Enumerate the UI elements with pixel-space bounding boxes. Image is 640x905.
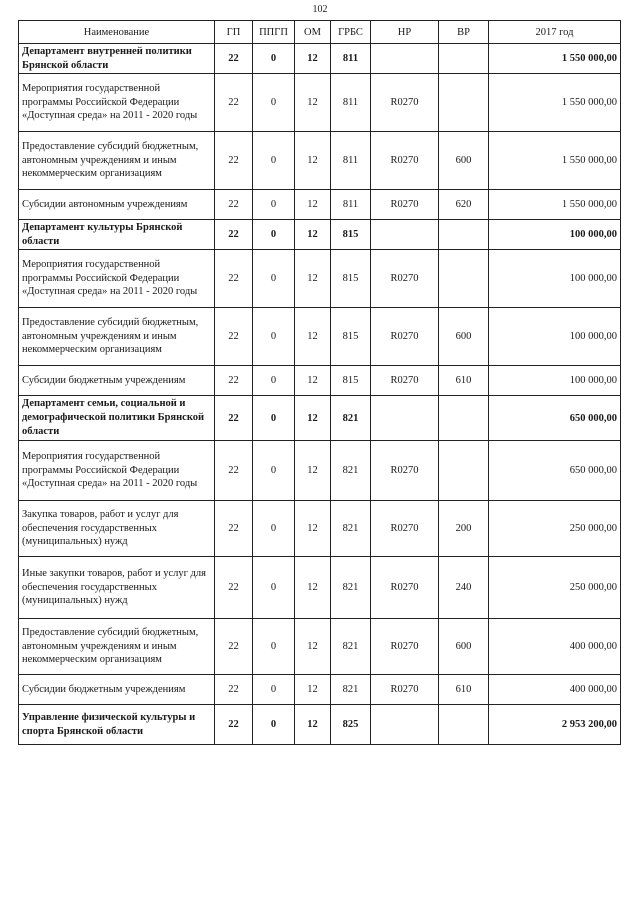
row-amount: 650 000,00	[489, 396, 621, 441]
row-vr: 600	[439, 308, 489, 366]
row-ppgp: 0	[253, 190, 295, 220]
table-row	[19, 619, 621, 675]
row-vr: 600	[439, 619, 489, 675]
row-gp: 22	[215, 501, 253, 557]
row-om: 12	[295, 396, 331, 441]
row-amount: 1 550 000,00	[489, 74, 621, 132]
header-year: 2017 год	[489, 21, 621, 44]
row-amount: 650 000,00	[489, 441, 621, 501]
row-name: Мероприятия государственной программы Российской Федерации «Доступная среда» на 2011 - 2020 годы	[19, 74, 215, 132]
row-grbs: 815	[331, 308, 371, 366]
row-gp: 22	[215, 220, 253, 250]
header-om: ОМ	[295, 21, 331, 44]
row-om: 12	[295, 501, 331, 557]
row-vr	[439, 220, 489, 250]
row-vr	[439, 74, 489, 132]
table-row	[19, 308, 621, 366]
row-amount: 100 000,00	[489, 220, 621, 250]
row-name: Закупка товаров, работ и услуг для обеспечения государственных (муниципальных) нужд	[19, 501, 215, 557]
budget-table	[18, 20, 621, 745]
row-amount: 2 953 200,00	[489, 705, 621, 745]
row-grbs: 825	[331, 705, 371, 745]
row-om: 12	[295, 44, 331, 74]
row-ppgp: 0	[253, 705, 295, 745]
row-om: 12	[295, 132, 331, 190]
row-name: Предоставление субсидий бюджетным, автономным учреждениям и иным некоммерческим организациям	[19, 308, 215, 366]
row-nr: R0270	[371, 366, 439, 396]
row-amount: 1 550 000,00	[489, 190, 621, 220]
row-ppgp: 0	[253, 557, 295, 619]
row-om: 12	[295, 675, 331, 705]
header-row	[19, 21, 621, 44]
row-om: 12	[295, 74, 331, 132]
table-row	[19, 396, 621, 441]
row-grbs: 815	[331, 220, 371, 250]
row-ppgp: 0	[253, 132, 295, 190]
row-amount: 250 000,00	[489, 557, 621, 619]
row-om: 12	[295, 190, 331, 220]
row-amount: 100 000,00	[489, 366, 621, 396]
row-nr: R0270	[371, 675, 439, 705]
row-nr: R0270	[371, 501, 439, 557]
row-name: Субсидии бюджетным учреждениям	[19, 366, 215, 396]
row-grbs: 821	[331, 501, 371, 557]
row-name: Департамент внутренней политики Брянской области	[19, 44, 215, 74]
table-row	[19, 675, 621, 705]
row-grbs: 811	[331, 44, 371, 74]
row-vr	[439, 396, 489, 441]
row-ppgp: 0	[253, 396, 295, 441]
row-amount: 1 550 000,00	[489, 44, 621, 74]
row-nr: R0270	[371, 250, 439, 308]
row-ppgp: 0	[253, 308, 295, 366]
row-name: Субсидии бюджетным учреждениям	[19, 675, 215, 705]
row-om: 12	[295, 250, 331, 308]
table-row	[19, 441, 621, 501]
row-vr	[439, 441, 489, 501]
table-row	[19, 44, 621, 74]
row-grbs: 811	[331, 190, 371, 220]
row-grbs: 811	[331, 132, 371, 190]
row-vr: 610	[439, 675, 489, 705]
row-gp: 22	[215, 675, 253, 705]
row-gp: 22	[215, 619, 253, 675]
row-ppgp: 0	[253, 44, 295, 74]
row-vr: 240	[439, 557, 489, 619]
page-number: 102	[312, 4, 328, 15]
row-name: Субсидии автономным учреждениям	[19, 190, 215, 220]
row-amount: 100 000,00	[489, 308, 621, 366]
row-amount: 400 000,00	[489, 675, 621, 705]
row-nr	[371, 44, 439, 74]
row-name: Иные закупки товаров, работ и услуг для обеспечения государственных (муниципальных) нужд	[19, 557, 215, 619]
row-grbs: 821	[331, 557, 371, 619]
row-gp: 22	[215, 308, 253, 366]
row-grbs: 811	[331, 74, 371, 132]
row-nr: R0270	[371, 190, 439, 220]
table-row	[19, 220, 621, 250]
row-name: Предоставление субсидий бюджетным, автономным учреждениям и иным некоммерческим организациям	[19, 132, 215, 190]
row-om: 12	[295, 557, 331, 619]
row-vr: 620	[439, 190, 489, 220]
row-gp: 22	[215, 441, 253, 501]
table-row	[19, 250, 621, 308]
row-grbs: 815	[331, 250, 371, 308]
row-gp: 22	[215, 396, 253, 441]
row-name: Предоставление субсидий бюджетным, автономным учреждениям и иным некоммерческим организациям	[19, 619, 215, 675]
table-row	[19, 705, 621, 745]
row-grbs: 815	[331, 366, 371, 396]
row-om: 12	[295, 619, 331, 675]
row-name: Мероприятия государственной программы Российской Федерации «Доступная среда» на 2011 - 2020 годы	[19, 441, 215, 501]
row-om: 12	[295, 441, 331, 501]
row-nr	[371, 705, 439, 745]
table-row	[19, 74, 621, 132]
row-amount: 250 000,00	[489, 501, 621, 557]
row-ppgp: 0	[253, 220, 295, 250]
row-ppgp: 0	[253, 366, 295, 396]
row-vr: 600	[439, 132, 489, 190]
row-name: Департамент культуры Брянской области	[19, 220, 215, 250]
row-grbs: 821	[331, 441, 371, 501]
header-nr: НР	[371, 21, 439, 44]
row-name: Мероприятия государственной программы Российской Федерации «Доступная среда» на 2011 - 2020 годы	[19, 250, 215, 308]
row-name: Управление физической культуры и спорта Брянской области	[19, 705, 215, 745]
row-gp: 22	[215, 132, 253, 190]
table-row	[19, 501, 621, 557]
row-om: 12	[295, 705, 331, 745]
row-ppgp: 0	[253, 501, 295, 557]
table-row	[19, 557, 621, 619]
row-nr	[371, 396, 439, 441]
row-grbs: 821	[331, 396, 371, 441]
row-gp: 22	[215, 557, 253, 619]
row-grbs: 821	[331, 675, 371, 705]
row-nr: R0270	[371, 557, 439, 619]
table-row	[19, 190, 621, 220]
row-gp: 22	[215, 44, 253, 74]
row-grbs: 821	[331, 619, 371, 675]
header-grbs: ГРБС	[331, 21, 371, 44]
row-gp: 22	[215, 250, 253, 308]
row-nr: R0270	[371, 132, 439, 190]
row-nr: R0270	[371, 441, 439, 501]
table-row	[19, 132, 621, 190]
row-gp: 22	[215, 366, 253, 396]
row-amount: 100 000,00	[489, 250, 621, 308]
row-om: 12	[295, 220, 331, 250]
row-om: 12	[295, 366, 331, 396]
row-nr: R0270	[371, 74, 439, 132]
row-vr: 610	[439, 366, 489, 396]
row-om: 12	[295, 308, 331, 366]
row-gp: 22	[215, 705, 253, 745]
table-row	[19, 366, 621, 396]
header-gp: ГП	[215, 21, 253, 44]
row-nr: R0270	[371, 619, 439, 675]
row-vr	[439, 250, 489, 308]
header-name: Наименование	[19, 21, 215, 44]
row-amount: 1 550 000,00	[489, 132, 621, 190]
header-ppgp: ППГП	[253, 21, 295, 44]
row-ppgp: 0	[253, 675, 295, 705]
row-ppgp: 0	[253, 74, 295, 132]
row-ppgp: 0	[253, 250, 295, 308]
row-ppgp: 0	[253, 619, 295, 675]
row-ppgp: 0	[253, 441, 295, 501]
row-name: Департамент семьи, социальной и демографической политики Брянской области	[19, 396, 215, 441]
row-gp: 22	[215, 74, 253, 132]
row-amount: 400 000,00	[489, 619, 621, 675]
row-vr: 200	[439, 501, 489, 557]
row-vr	[439, 44, 489, 74]
row-vr	[439, 705, 489, 745]
row-gp: 22	[215, 190, 253, 220]
row-nr	[371, 220, 439, 250]
row-nr: R0270	[371, 308, 439, 366]
header-vr: ВР	[439, 21, 489, 44]
